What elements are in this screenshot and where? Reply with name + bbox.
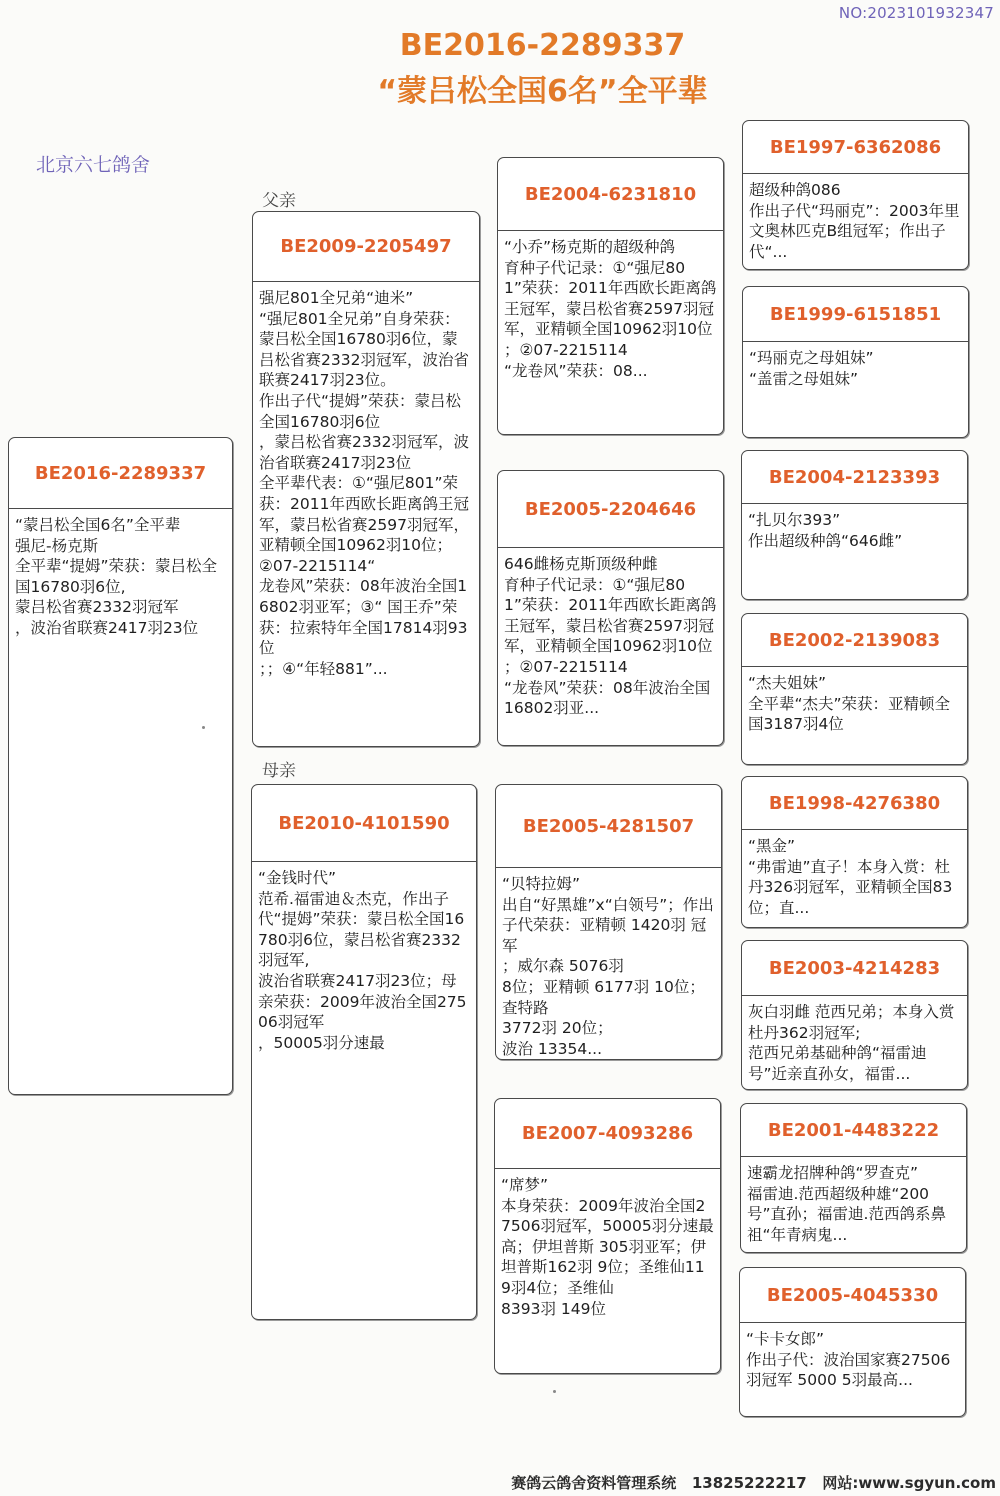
paternal-grandmother-card[interactable] [497, 470, 724, 746]
document-number: NO:2023101932347 [838, 4, 994, 22]
great-grandparent-card-5[interactable] [741, 776, 968, 928]
footer-phone: 13825222217 [691, 1474, 807, 1492]
subject-info: “蒙吕松全国6名”全平辈 强尼-杨克斯 全平辈“提姆”荣获：蒙吕松全国16780羽6位, 蒙吕松省赛2332羽冠军 ，波治省联赛2417羽23位 [15, 516, 218, 637]
footer [511, 1472, 996, 1493]
great-grandparent-ring-8: BE2005-4045330 [740, 1268, 965, 1323]
paternal-grandfather-info: “小乔”杨克斯的超级种鸽 育种子代记录：①“强尼801”荣获：2011年西欧长距离鸽王冠军，蒙吕松省赛2597羽冠军，亚精顿全国10962羽10位 ；②07-2215114 “龙卷风”荣获：08... [504, 238, 717, 380]
maternal-grandmother-card[interactable] [494, 1098, 721, 1374]
great-grandparent-ring-4: BE2002-2139083 [742, 614, 967, 667]
great-grandparent-card-6[interactable] [741, 940, 968, 1090]
scan-speck [202, 726, 205, 729]
great-grandparent-info-7: 速霸龙招牌种鸽“罗查克” 福雷迪.范西超级种雄“200号”直孙；福雷迪.范西鸽系鼻祖“年青病鬼... [747, 1164, 946, 1244]
great-grandparent-ring-7: BE2001-4483222 [741, 1104, 966, 1157]
father-info: 强尼801全兄弟“迪米” “强尼801全兄弟”自身荣获：蒙吕松全国16780羽6位，蒙吕松省赛2332羽冠军，波治省联赛2417羽23位。 作出子代“提姆”荣获：蒙吕松全国16780羽6位 ，蒙吕松省赛2332羽冠军，波治省联赛2417羽23位 全平辈代表：①“强尼801”荣获：2011年西欧长距离鸽王冠军，蒙吕松省赛2597羽冠军，亚精顿全国10962羽10位； ②07-2215114“ 龙卷风”荣获：08年波治全国16802羽亚军；③“ 国王乔”荣获：拉索特年全国17814羽93位 ；；④“年轻881”... [259, 289, 469, 678]
great-grandparent-card-4[interactable] [741, 613, 968, 765]
great-grandparent-ring-6: BE2003-4214283 [742, 941, 967, 996]
paternal-grandmother-ring: BE2005-2204646 [498, 471, 723, 548]
great-grandparent-info-2: “玛丽克之母姐妹” “盖雷之母姐妹” [749, 349, 874, 388]
mother-card[interactable] [251, 784, 477, 1320]
great-grandparent-ring-2: BE1999-6151851 [743, 287, 968, 342]
great-grandparent-ring-1: BE1997-6362086 [743, 121, 968, 174]
great-grandparent-card-1[interactable] [742, 120, 969, 270]
paternal-grandfather-ring: BE2004-6231810 [498, 158, 723, 231]
great-grandparent-info-6: 灰白羽雌 范西兄弟；本身入赏杜丹362羽冠军; 范西兄弟基础种鸽“福雷迪号”近亲直孙女，福雷... [748, 1003, 955, 1083]
subject-ring: BE2016-2289337 [9, 438, 232, 509]
great-grandparent-info-3: “扎贝尔393” 作出超级种鸽“646雌” [748, 511, 903, 550]
paternal-grandfather-card[interactable] [497, 157, 724, 435]
maternal-grandfather-info: “贝特拉姆” 出自“好黑雄”x“白领号”；作出子代荣获：亚精顿 1420羽 冠军 ；威尔森 5076羽 8位；亚精顿 6177羽 10位；查特路 3772羽 20位； 波治 13354... [502, 875, 714, 1058]
footer-site[interactable]: www.sgyun.com [858, 1474, 996, 1492]
great-grandparent-info-1: 超级种鸽086 作出子代“玛丽克”：2003年里文奥林匹克B组冠军；作出子代“... [749, 181, 960, 261]
pedigree-title-ring: BE2016-2289337 [399, 28, 686, 63]
maternal-grandmother-info: “席梦” 本身荣获：2009年波治全国27506羽冠军，50005羽分速最高；伊坦普斯 305羽亚军；伊坦普斯162羽 9位；圣维仙119羽4位；圣维仙 8393羽 149位 [501, 1176, 714, 1318]
great-grandparent-info-4: “杰夫姐妹” 全平辈“杰夫”荣获：亚精顿全国3187羽4位 [748, 674, 951, 734]
great-grandparent-ring-3: BE2004-2123393 [742, 451, 967, 504]
father-card[interactable] [252, 211, 480, 747]
mother-info: “金钱时代” 范希.福雷迪＆杰克，作出子代“提姆”荣获：蒙吕松全国16780羽6位，蒙吕松省赛2332羽冠军, 波治省联赛2417羽23位；母亲荣获：2009年波治全国27506羽冠军 ，50005羽分速最 [258, 869, 467, 1052]
paternal-grandmother-info: 646雌杨克斯顶级种雌 育种子代记录：①“强尼801”荣获：2011年西欧长距离鸽王冠军，蒙吕松省赛2597羽冠军，亚精顿全国10962羽10位 ；②07-2215114 “龙卷风”荣获：08年波治全国16802羽亚... [504, 555, 717, 718]
pedigree-title-subtitle: “蒙吕松全国6名”全平辈 [377, 74, 708, 109]
great-grandparent-card-2[interactable] [742, 286, 969, 438]
great-grandparent-card-8[interactable] [739, 1267, 966, 1417]
footer-system: 赛鸽云鸽舍资料管理系统 [511, 1474, 677, 1492]
mother-ring: BE2010-4101590 [252, 785, 476, 862]
maternal-grandfather-card[interactable] [495, 784, 722, 1060]
footer-site-label: 网站: [822, 1474, 859, 1492]
loft-name: 北京六七鸽舍 [36, 154, 151, 176]
great-grandparent-card-7[interactable] [740, 1103, 967, 1253]
maternal-grandmother-ring: BE2007-4093286 [495, 1099, 720, 1169]
great-grandparent-info-5: “黑金” “弗雷迪”直子！本身入赏：杜丹326羽冠军，亚精顿全国83位；直... [748, 837, 953, 917]
great-grandparent-ring-5: BE1998-4276380 [742, 777, 967, 830]
scan-speck [553, 1390, 556, 1393]
father-label: 父亲 [262, 191, 296, 211]
maternal-grandfather-ring: BE2005-4281507 [496, 785, 721, 868]
father-ring: BE2009-2205497 [253, 212, 479, 282]
great-grandparent-card-3[interactable] [741, 450, 968, 600]
great-grandparent-info-8: “卡卡女郎” 作出子代：波治国家赛27506羽冠军 5000 5羽最高... [746, 1330, 951, 1390]
mother-label: 母亲 [262, 761, 296, 781]
subject-card[interactable] [8, 437, 233, 1095]
